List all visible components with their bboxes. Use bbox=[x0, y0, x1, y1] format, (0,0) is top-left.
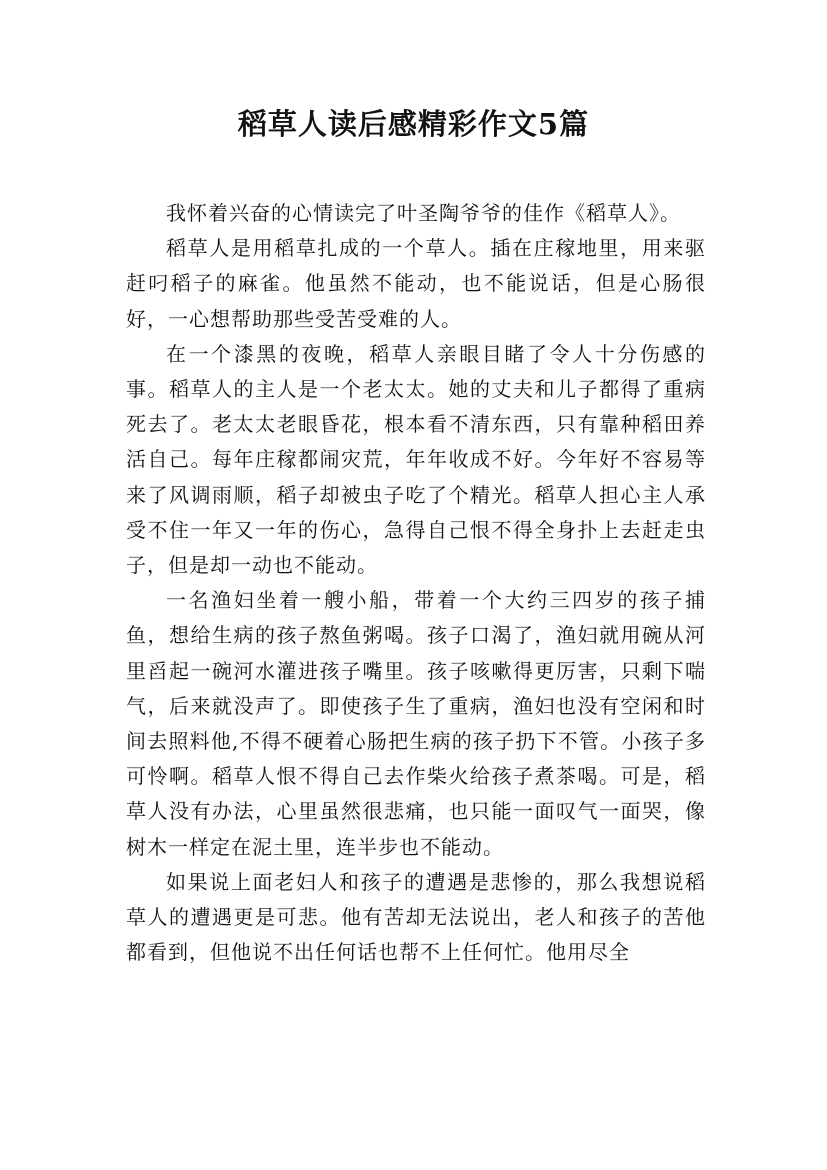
paragraph: 在一个漆黑的夜晚，稻草人亲眼目睹了令人十分伤感的事。稻草人的主人是一个老太太。她的丈夫和儿子都得了重病死去了。老太太老眼昏花，根本看不清东西，只有靠种稻田养活自己。每年庄稼都闹灾荒，年年收成不好。今年好不容易等来了风调雨顺，稻子却被虫子吃了个精光。稻草人担心主人承受不住一年又一年的伤心，急得自己恨不得全身扑上去赶走虫子，但是却一动也不能动。 bbox=[126, 341, 706, 578]
document-body bbox=[126, 196, 706, 970]
paragraph: 一名渔妇坐着一艘小船，带着一个大约三四岁的孩子捕鱼，想给生病的孩子熬鱼粥喝。孩子口渴了，渔妇就用碗从河里舀起一碗河水灌进孩子嘴里。孩子咳嗽得更厉害，只剩下喘气，后来就没声了。即使孩子生了重病，渔妇也没有空闲和时间去照料他,不得不硬着心肠把生病的孩子扔下不管。小孩子多可怜啊。稻草人恨不得自己去作柴火给孩子煮茶喝。可是，稻草人没有办法，心里虽然很悲痛，也只能一面叹气一面哭，像树木一样定在泥土里，连半步也不能动。 bbox=[126, 588, 706, 859]
paragraph: 稻草人是用稻草扎成的一个草人。插在庄稼地里，用来驱赶叼稻子的麻雀。他虽然不能动，也不能说话，但是心肠很好，一心想帮助那些受苦受难的人。 bbox=[126, 236, 706, 331]
paragraph: 如果说上面老妇人和孩子的遭遇是悲惨的，那么我想说稻草人的遭遇更是可悲。他有苦却无法说出，老人和孩子的苦他都看到，但他说不出任何话也帮不上任何忙。他用尽全 bbox=[126, 869, 706, 965]
paragraph: 我怀着兴奋的心情读完了叶圣陶爷爷的佳作《稻草人》。 bbox=[166, 201, 681, 225]
document-title: 稻草人读后感精彩作文5篇 bbox=[237, 107, 590, 141]
